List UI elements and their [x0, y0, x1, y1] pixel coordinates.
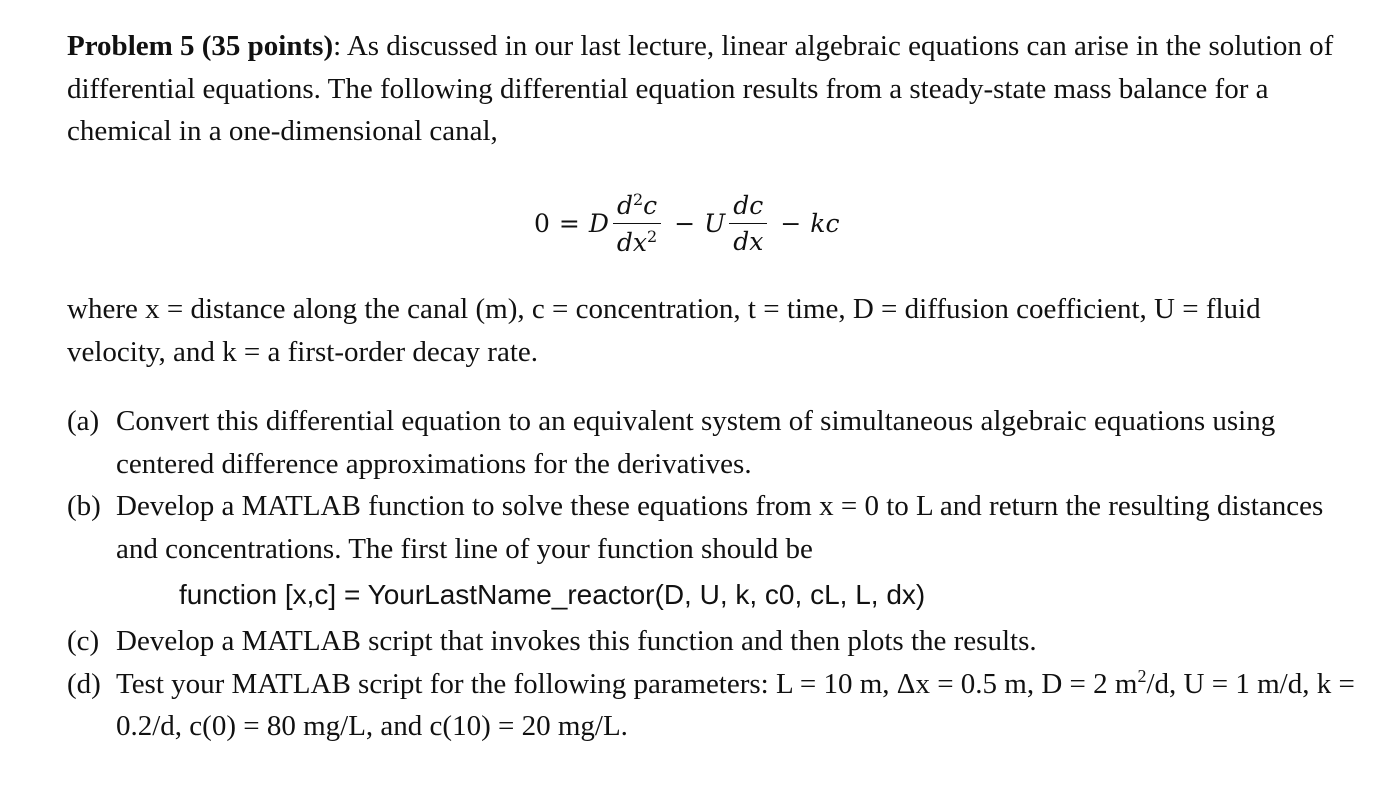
eq-D: D	[588, 208, 609, 238]
frac1-num-exp: 2	[632, 189, 644, 209]
list-item-a	[67, 400, 1357, 485]
item-label: (d)	[67, 667, 101, 700]
frac1-num-var: c	[643, 190, 658, 220]
item-text-before: Test your MATLAB script for the following parameters: L = 10 m, Δx = 0.5 m, D = 2 m	[116, 667, 1138, 700]
function-signature: function [x,c] = YourLastName_reactor(D, U, k, c0, cL, L, dx)	[179, 579, 926, 610]
item-label: (c)	[67, 625, 100, 657]
item-label: (a)	[67, 405, 100, 437]
item-text-after: /d, U = 1 m/d, k = 0.2/d, c(0) = 80 mg/L, and c(10) = 20 mg/L.	[116, 667, 1355, 742]
item-text: Develop a MATLAB function to solve these equations from x = 0 to L and return the resulting distances and concentrations. The first line of your function should be	[116, 490, 1324, 565]
eq-U: U	[704, 208, 726, 238]
task-list	[67, 400, 1357, 748]
item-text-exp: 2	[1137, 665, 1147, 686]
item-label: (b)	[67, 490, 101, 522]
problem-heading: Problem 5 (35 points)	[67, 30, 334, 62]
frac1-num-d: d	[616, 190, 633, 220]
eq-lhs: 0	[534, 208, 550, 238]
frac2-numerator: dc	[733, 190, 764, 220]
eq-minus-2: −	[780, 208, 802, 238]
item-text	[116, 663, 1357, 748]
eq-minus-1: −	[674, 208, 696, 238]
second-derivative-fraction	[613, 189, 661, 257]
item-text: Develop a MATLAB script that invokes this function and then plots the results.	[116, 625, 1037, 657]
frac2-denominator: dx	[729, 223, 767, 254]
list-item-c	[67, 620, 1357, 663]
list-item-b	[67, 485, 1357, 570]
first-derivative-fraction	[729, 190, 767, 256]
intro-text: : As discussed in our last lecture, linear algebraic equations can arise in the solution of differential equations. The following differential equation results from a steady-state mass balance for a chemical in a one-dimensional canal,	[67, 30, 1334, 147]
eq-kc: kc	[810, 208, 840, 238]
eq-equals: =	[558, 208, 580, 238]
list-item-d	[67, 663, 1357, 748]
differential-equation	[534, 183, 839, 263]
problem-intro	[67, 25, 1337, 153]
item-text: Convert this differential equation to an equivalent system of simultaneous algebraic equations using centered difference approximations for the derivatives.	[116, 405, 1276, 480]
frac1-denominator	[613, 223, 661, 255]
frac1-den-exp: 2	[647, 226, 658, 246]
frac1-den-dx: dx	[616, 227, 648, 257]
frac1-numerator	[613, 189, 661, 223]
variable-definitions: where x = distance along the canal (m), c = concentration, t = time, D = diffusion coefficient, U = fluid velocity, and k = a first-order decay rate.	[67, 293, 1261, 368]
